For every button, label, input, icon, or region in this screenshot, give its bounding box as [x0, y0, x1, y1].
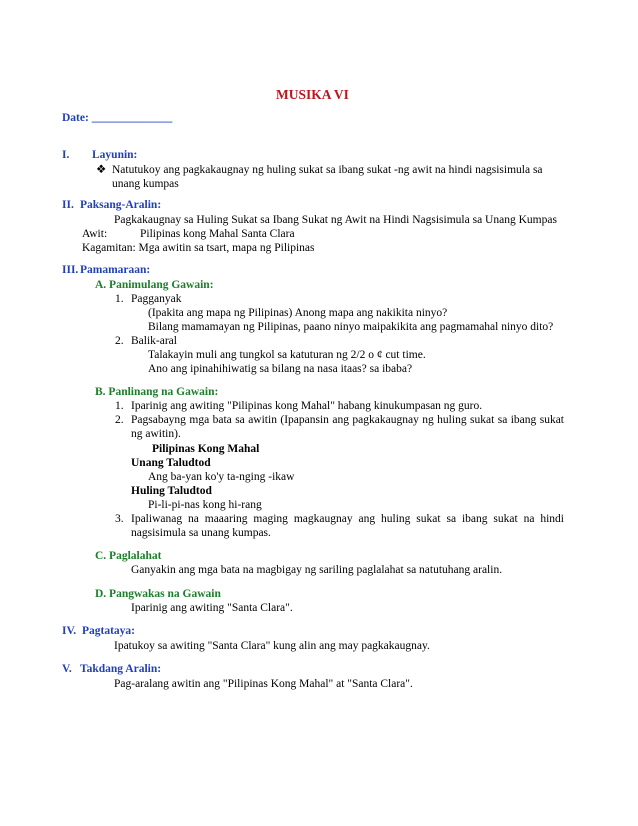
kagamitan-line: Kagamitan: Mga awitin sa tsart, mapa ng Pilipinas	[82, 242, 315, 254]
page-title: MUSIKA VI	[276, 87, 349, 102]
item-b1-text: Iparinig ang awiting "Pilipinas kong Mahal" habang kinukumpasan ng guro.	[131, 400, 483, 412]
diamond-bullet-icon: ❖	[96, 164, 107, 176]
item-b1-number: 1.	[115, 400, 124, 412]
item-b2-line-2: ng awitin).	[131, 428, 181, 440]
item-a1-title: Pagganyak	[131, 293, 182, 305]
subsection-c-text: Ganyakin ang mga bata na magbigay ng sariling paglalahat sa natutuhang aralin.	[131, 564, 503, 576]
huling-taludtod-label: Huling Taludtod	[131, 485, 212, 497]
section-2-heading: Paksang-Aralin:	[80, 199, 162, 211]
section-4-number: IV.	[62, 625, 77, 637]
section-2-number: II.	[62, 199, 74, 211]
subsection-d-text: Iparinig ang awiting "Santa Clara".	[131, 602, 293, 614]
section-5-number: V.	[62, 663, 72, 675]
item-a1-line-2: Bilang mamamayan ng Pilipinas, paano ninyo maipakikita ang pagmamahal ninyo dito?	[148, 321, 554, 333]
item-a2-number: 2.	[115, 335, 124, 347]
subsection-b-heading: B. Panlinang na Gawain:	[95, 386, 219, 398]
item-b2-number: 2.	[115, 414, 124, 426]
item-a1-line-1: (Ipakita ang mapa ng Pilipinas) Anong mapa ang nakikita ninyo?	[148, 307, 448, 319]
section-5-heading: Takdang Aralin:	[80, 663, 162, 675]
awit-label: Awit:	[82, 228, 108, 240]
section-4-text: Ipatukoy sa awiting "Santa Clara" kung alin ang may pagkakaugnay.	[114, 640, 430, 652]
item-a1-number: 1.	[115, 293, 124, 305]
item-a2-line-1: Talakayin muli ang tungkol sa katuturan ng 2/2 o ¢ cut time.	[148, 349, 426, 361]
section-4-heading: Pagtataya:	[82, 625, 136, 637]
subsection-d-heading: D. Pangwakas na Gawain	[95, 588, 221, 600]
date-label: Date: ______________	[62, 112, 173, 124]
section-3-number: III.	[62, 264, 79, 276]
section-3-heading: Pamamaraan:	[80, 264, 151, 276]
section-5-text: Pag-aralang awitin ang "Pilipinas Kong Mahal" at "Santa Clara".	[114, 678, 413, 690]
song-title: Pilipinas Kong Mahal	[152, 443, 260, 455]
item-b3-number: 3.	[115, 513, 124, 525]
objective-line-2: unang kumpas	[112, 178, 179, 190]
item-b3-line-1: Ipaliwanag na maaaring maging magkaugnay ang huling sukat sa ibang sukat na hindi	[131, 513, 564, 525]
item-a2-title: Balik-aral	[131, 335, 177, 347]
section-1-number: I.	[62, 149, 70, 161]
unang-taludtod-text: Ang ba-yan ko'y ta-nging -ikaw	[148, 471, 295, 483]
awit-value: Pilipinas kong Mahal Santa Clara	[140, 228, 295, 240]
subsection-c-heading: C. Paglalahat	[95, 550, 162, 562]
unang-taludtod-label: Unang Taludtod	[131, 457, 211, 469]
objective-line-1: Natutukoy ang pagkakaugnay ng huling sukat sa ibang sukat -ng awit na hindi nagsisimula sa	[112, 164, 543, 176]
item-b3-line-2: nagsisimula sa unang kumpas.	[131, 527, 271, 539]
item-b2-line-1: Pagsabayng mga bata sa awitin (Ipapansin ang pagkakaugnay ng huling sukat sa ibang sukat	[131, 414, 564, 426]
subsection-a-heading: A. Panimulang Gawain:	[95, 279, 214, 291]
topic-line: Pagkakaugnay sa Huling Sukat sa Ibang Sukat ng Awit na Hindi Nagsisimula sa Unang Kumpas	[114, 214, 557, 226]
item-a2-line-2: Ano ang ipinahihiwatig sa bilang na nasa itaas? sa ibaba?	[148, 363, 413, 375]
huling-taludtod-text: Pi-li-pi-nas kong hi-rang	[148, 499, 262, 511]
section-1-heading: Layunin:	[92, 149, 138, 161]
